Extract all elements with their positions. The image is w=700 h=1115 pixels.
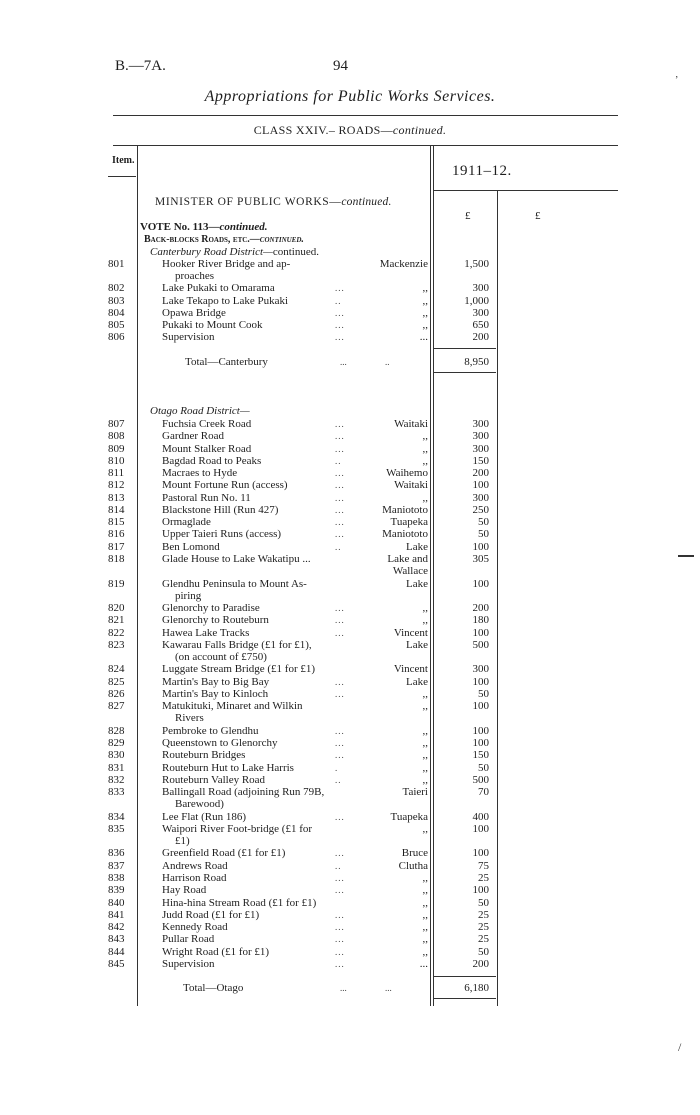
item-amount: 100 (472, 847, 489, 860)
item-amount: 100 (472, 724, 489, 737)
item-description: Fuchsia Creek Road (162, 418, 252, 430)
electoral-district: ,, (422, 933, 428, 946)
item-number: 803 (108, 294, 125, 307)
leader-dots: ... (335, 922, 345, 933)
electoral-district: ... (419, 331, 428, 344)
electoral-district: ,, (422, 773, 428, 786)
item-description: Queenstown to Glenorchy (162, 737, 278, 750)
electoral-district: Tuapeka (390, 810, 428, 823)
leader-dots: ... (335, 811, 345, 822)
electoral-district: ,, (422, 871, 428, 884)
item-description: Upper Taieri Runs (access) (162, 528, 282, 541)
electoral-district: Lake (406, 577, 428, 590)
item-description: Glade House to Lake Wakatipu ... (162, 552, 311, 565)
item-description: Routeburn Hut to Lake Harris (162, 761, 294, 774)
leader-dots: .. (335, 774, 342, 785)
item-amount: 50 (478, 945, 489, 958)
item-amount: 25 (478, 921, 489, 934)
leader-dots: ... (335, 431, 345, 442)
electoral-district: Lake (406, 638, 428, 651)
item-description: Supervision (162, 331, 215, 344)
item-number: 840 (108, 896, 125, 909)
leader-dots: ... (335, 848, 345, 859)
item-header-rule (108, 176, 136, 177)
item-description: Opawa Bridge (162, 306, 226, 319)
leader-dots: ... (335, 504, 345, 515)
leader-dots: ... (335, 419, 345, 429)
otago-heading: Otago Road District— (150, 405, 250, 417)
leader-dots: ... (335, 934, 345, 945)
canterbury-total-rule-top (434, 348, 496, 349)
item-number: 836 (108, 847, 125, 860)
item-number: 839 (108, 884, 125, 897)
item-amount: 150 (472, 454, 489, 467)
item-amount: 400 (472, 810, 489, 823)
item-number: 835 (108, 822, 125, 835)
item-column-divider (137, 146, 138, 1006)
electoral-district: ,, (422, 491, 428, 504)
electoral-district: Clutha (398, 859, 428, 872)
item-amount: 100 (472, 577, 489, 590)
item-description: Hooker River Bridge and ap- (162, 258, 291, 270)
page-number: 94 (333, 58, 348, 74)
item-amount: 100 (472, 884, 489, 897)
otago-total-dots-2: ... (385, 983, 392, 993)
table-top-rule (113, 145, 618, 146)
item-description: Pukaki to Mount Cook (162, 319, 263, 331)
leader-dots: . (335, 762, 339, 773)
item-number: 841 (108, 908, 125, 921)
item-description-continued: Rivers (175, 712, 204, 725)
electoral-district: Bruce (401, 847, 428, 860)
item-number: 807 (108, 418, 125, 430)
item-number: 815 (108, 516, 125, 529)
item-description: Hina-hina Stream Road (£1 for £1) (162, 896, 317, 909)
leader-dots: ... (335, 676, 345, 687)
otago-total-rule-bottom (434, 998, 496, 999)
item-amount: 150 (472, 749, 489, 762)
item-amount: 1,000 (464, 294, 489, 307)
leader-dots: ... (335, 468, 345, 479)
item-description: Bagdad Road to Peaks (162, 454, 262, 467)
item-description: Glenorchy to Routeburn (162, 614, 269, 627)
item-number: 838 (108, 871, 125, 884)
item-description-continued: piring (175, 589, 202, 602)
item-number: 829 (108, 737, 125, 750)
item-amount: 300 (472, 663, 489, 676)
leader-dots: ... (335, 615, 345, 626)
item-description: Kennedy Road (162, 921, 228, 934)
item-amount: 50 (478, 896, 489, 909)
leader-dots: ... (335, 603, 345, 614)
item-description: Martin's Bay to Kinloch (162, 687, 269, 700)
item-number: 809 (108, 442, 125, 455)
item-description: Lake Tekapo to Lake Pukaki (162, 294, 289, 307)
electoral-district: ,, (422, 921, 428, 934)
item-number: 821 (108, 614, 125, 627)
item-description: Greenfield Road (£1 for £1) (162, 847, 286, 860)
item-amount: 250 (472, 503, 489, 516)
leader-dots: ... (335, 738, 345, 749)
item-description: Glendhu Peninsula to Mount As- (162, 577, 307, 590)
electoral-district: ,, (422, 761, 428, 774)
item-description: Pastoral Run No. 11 (162, 491, 251, 504)
otago-total-rule-top (434, 976, 496, 977)
item-description: Pullar Road (162, 933, 215, 946)
item-number: 826 (108, 687, 125, 700)
item-number: 824 (108, 663, 125, 676)
item-amount: 25 (478, 871, 489, 884)
item-description: Hay Road (162, 884, 207, 897)
item-number: 832 (108, 773, 125, 786)
leader-dots: ... (335, 443, 345, 454)
electoral-district: Vincent (393, 626, 428, 639)
leader-dots: ... (335, 307, 345, 318)
electoral-district: ,, (422, 908, 428, 921)
district-column-divider-double (433, 146, 434, 1006)
item-number: 833 (108, 786, 125, 799)
electoral-district: ... (419, 957, 428, 970)
electoral-district: ,, (422, 319, 428, 331)
item-amount: 180 (472, 614, 489, 627)
class-heading (0, 123, 700, 138)
leader-dots: ... (335, 320, 345, 330)
item-number: 812 (108, 479, 125, 492)
electoral-district: ,, (422, 294, 428, 307)
electoral-district: Maniototo (382, 503, 428, 516)
item-number: 842 (108, 921, 125, 934)
scan-mark-bottom: / (678, 1040, 682, 1054)
leader-dots: ... (335, 885, 345, 896)
electoral-district: ,, (422, 737, 428, 750)
item-description: Lake Pukaki to Omarama (162, 282, 275, 295)
item-description-continued: proaches (175, 270, 215, 283)
pound-symbol-2: £ (535, 210, 541, 222)
item-amount: 25 (478, 908, 489, 921)
electoral-district: ,, (422, 430, 428, 443)
item-description: Routeburn Bridges (162, 749, 246, 762)
item-number: 825 (108, 675, 125, 688)
item-description: Andrews Road (162, 859, 228, 872)
electoral-district: Waitaki (394, 479, 428, 492)
item-amount: 100 (472, 822, 489, 835)
electoral-district: Vincent (393, 663, 428, 676)
item-description: Supervision (162, 957, 215, 970)
title-rule (113, 115, 618, 116)
item-amount: 100 (472, 626, 489, 639)
electoral-district: ,, (422, 700, 428, 713)
leader-dots: ... (335, 492, 345, 503)
item-number: 802 (108, 282, 125, 295)
leader-dots: ... (335, 872, 345, 883)
minister-heading (155, 196, 392, 208)
backblocks-heading (144, 234, 304, 245)
otago-total-label: Total—Otago (183, 982, 244, 994)
item-description: Ormaglade (162, 516, 211, 529)
leader-dots: ... (335, 332, 345, 343)
electoral-district: Taieri (402, 786, 428, 799)
document-reference: B.—7A. (115, 58, 166, 74)
leader-dots: .. (335, 541, 342, 552)
item-number: 808 (108, 430, 125, 443)
item-amount: 100 (472, 737, 489, 750)
item-number: 831 (108, 761, 125, 774)
electoral-district: Lake (406, 675, 428, 688)
item-amount: 200 (472, 957, 489, 970)
leader-dots: .. (335, 455, 342, 466)
page-title: Appropriations for Public Works Services. (204, 88, 496, 105)
item-description-continued: Barewood) (175, 798, 224, 811)
item-number: 820 (108, 602, 125, 615)
item-amount: 300 (472, 442, 489, 455)
vote-heading-continued: continued. (219, 221, 268, 233)
leader-dots: ... (335, 627, 345, 638)
leader-dots: .. (335, 295, 342, 306)
item-amount: 200 (472, 331, 489, 344)
item-number: 813 (108, 491, 125, 504)
electoral-district: ,, (422, 822, 428, 835)
item-description: Macraes to Hyde (162, 467, 238, 480)
vote-heading-main: VOTE No. 113— (140, 221, 220, 233)
electoral-district: ,, (422, 442, 428, 455)
item-number: 806 (108, 331, 125, 344)
item-description: Hawea Lake Tracks (162, 626, 250, 639)
electoral-district: ,, (422, 749, 428, 762)
item-description: Ballingall Road (adjoining Run 79B, (162, 786, 325, 799)
leader-dots: ... (335, 946, 345, 957)
item-description: Harrison Road (162, 871, 227, 884)
item-amount: 50 (478, 687, 489, 700)
item-amount: 50 (478, 516, 489, 529)
item-number: 805 (108, 319, 125, 331)
item-number: 827 (108, 700, 125, 713)
electoral-district: ,, (422, 454, 428, 467)
item-amount: 25 (478, 933, 489, 946)
item-amount: 100 (472, 479, 489, 492)
leader-dots: ... (335, 725, 345, 736)
electoral-district: ,, (422, 306, 428, 319)
item-amount: 300 (472, 306, 489, 319)
leader-dots: .. (335, 860, 342, 871)
item-amount: 50 (478, 528, 489, 541)
leader-dots: ... (335, 529, 345, 540)
item-amount: 200 (472, 467, 489, 480)
item-description: Mount Fortune Run (access) (162, 479, 288, 492)
electoral-district: ,, (422, 896, 428, 909)
item-number: 844 (108, 945, 125, 958)
electoral-district: Lake (406, 540, 428, 553)
item-amount: 300 (472, 282, 489, 295)
year-header-rule (433, 190, 618, 191)
item-amount: 70 (478, 786, 489, 799)
canterbury-heading-main: Canterbury Road District— (150, 246, 273, 258)
electoral-district: Maniototo (382, 528, 428, 541)
leader-dots: ... (335, 283, 345, 294)
canterbury-heading-continued: continued. (272, 246, 319, 258)
item-amount: 100 (472, 675, 489, 688)
item-number: 810 (108, 454, 125, 467)
electoral-district: Lake and (387, 552, 428, 565)
item-description: Pembroke to Glendhu (162, 724, 259, 737)
item-description: Waipori River Foot-bridge (£1 for (162, 822, 313, 835)
item-description: Mount Stalker Road (162, 442, 252, 455)
electoral-district: Mackenzie (379, 258, 428, 270)
canterbury-total-dots-2: .. (385, 357, 390, 367)
backblocks-heading-continued: continued. (259, 234, 304, 245)
class-heading-continued: continued. (392, 123, 447, 137)
electoral-district: ,, (422, 945, 428, 958)
item-number: 814 (108, 503, 125, 516)
item-description: Ben Lomond (162, 540, 220, 553)
item-column-header: Item. (112, 155, 135, 166)
item-description: Wright Road (£1 for £1) (162, 945, 270, 958)
item-description-continued: (on account of £750) (175, 651, 267, 664)
electoral-district: ,, (422, 687, 428, 700)
item-amount: 300 (472, 491, 489, 504)
item-number: 823 (108, 638, 125, 651)
item-description: Gardner Road (162, 430, 225, 443)
electoral-district: Waitaki (394, 418, 428, 430)
year-header: 1911–12. (452, 163, 512, 179)
item-number: 819 (108, 577, 125, 590)
item-description: Judd Road (£1 for £1) (162, 908, 260, 921)
item-amount: 75 (478, 859, 489, 872)
item-number: 837 (108, 859, 125, 872)
item-amount: 100 (472, 700, 489, 713)
item-description-continued: £1) (175, 835, 190, 848)
minister-heading-main: MINISTER OF PUBLIC WORKS— (155, 196, 342, 208)
item-amount: 50 (478, 761, 489, 774)
canterbury-total-dots: ... (340, 357, 347, 367)
item-amount: 1,500 (464, 258, 489, 270)
canterbury-total-amount: 8,950 (464, 356, 489, 368)
item-number: 822 (108, 626, 125, 639)
vote-heading (140, 221, 268, 233)
electoral-district: ,, (422, 282, 428, 295)
pound-symbol-1: £ (465, 210, 471, 222)
electoral-district: ,, (422, 602, 428, 615)
leader-dots: ... (335, 750, 345, 761)
item-number: 811 (108, 467, 125, 480)
electoral-district: ,, (422, 614, 428, 627)
electoral-district: Waihemo (386, 467, 428, 480)
item-number: 801 (108, 258, 125, 270)
class-heading-main: CLASS XXIV.– ROADS— (253, 123, 393, 137)
leader-dots: ... (335, 517, 345, 528)
leader-dots: ... (335, 688, 345, 699)
item-amount: 500 (472, 638, 489, 651)
leader-dots: ... (335, 480, 345, 491)
electoral-district: ,, (422, 884, 428, 897)
item-description: Luggate Stream Bridge (£1 for £1) (162, 663, 316, 676)
item-number: 828 (108, 724, 125, 737)
amount-column-divider (497, 190, 498, 1006)
item-number: 845 (108, 957, 125, 970)
item-number: 843 (108, 933, 125, 946)
backblocks-heading-main: Back-blocks Roads, etc.— (144, 234, 260, 245)
item-description: Glenorchy to Paradise (162, 602, 260, 615)
item-description: Routeburn Valley Road (162, 773, 266, 786)
otago-total-dots: ... (340, 983, 347, 993)
canterbury-heading (150, 246, 319, 258)
item-description: Blackstone Hill (Run 427) (162, 503, 279, 516)
item-amount: 500 (472, 773, 489, 786)
electoral-district: ,, (422, 724, 428, 737)
item-amount: 200 (472, 602, 489, 615)
leader-dots: ... (335, 909, 345, 920)
item-description: Kawarau Falls Bridge (£1 for £1), (162, 638, 312, 651)
canterbury-total-rule-bottom (434, 372, 496, 373)
otago-total-amount: 6,180 (464, 982, 489, 994)
item-number: 818 (108, 552, 125, 565)
canterbury-total-label: Total—Canterbury (185, 356, 268, 368)
item-amount: 300 (472, 418, 489, 430)
item-amount: 100 (472, 540, 489, 553)
item-amount: 305 (472, 552, 489, 565)
item-description: Matukituki, Minaret and Wilkin (162, 700, 303, 713)
item-number: 804 (108, 306, 125, 319)
item-amount: 300 (472, 430, 489, 443)
district-column-divider (430, 146, 431, 1006)
electoral-district-continued: Wallace (392, 565, 428, 578)
electoral-district: Tuapeka (390, 516, 428, 529)
minister-heading-continued: continued. (341, 196, 392, 208)
item-description: Lee Flat (Run 186) (162, 810, 247, 823)
item-number: 817 (108, 540, 125, 553)
item-description: Martin's Bay to Big Bay (162, 675, 270, 688)
item-number: 830 (108, 749, 125, 762)
item-amount: 650 (472, 319, 489, 331)
item-number: 834 (108, 810, 125, 823)
scan-mark-top: ʼ (675, 75, 679, 86)
scan-mark-right (678, 555, 694, 557)
leader-dots: ... (335, 958, 345, 969)
item-number: 816 (108, 528, 125, 541)
